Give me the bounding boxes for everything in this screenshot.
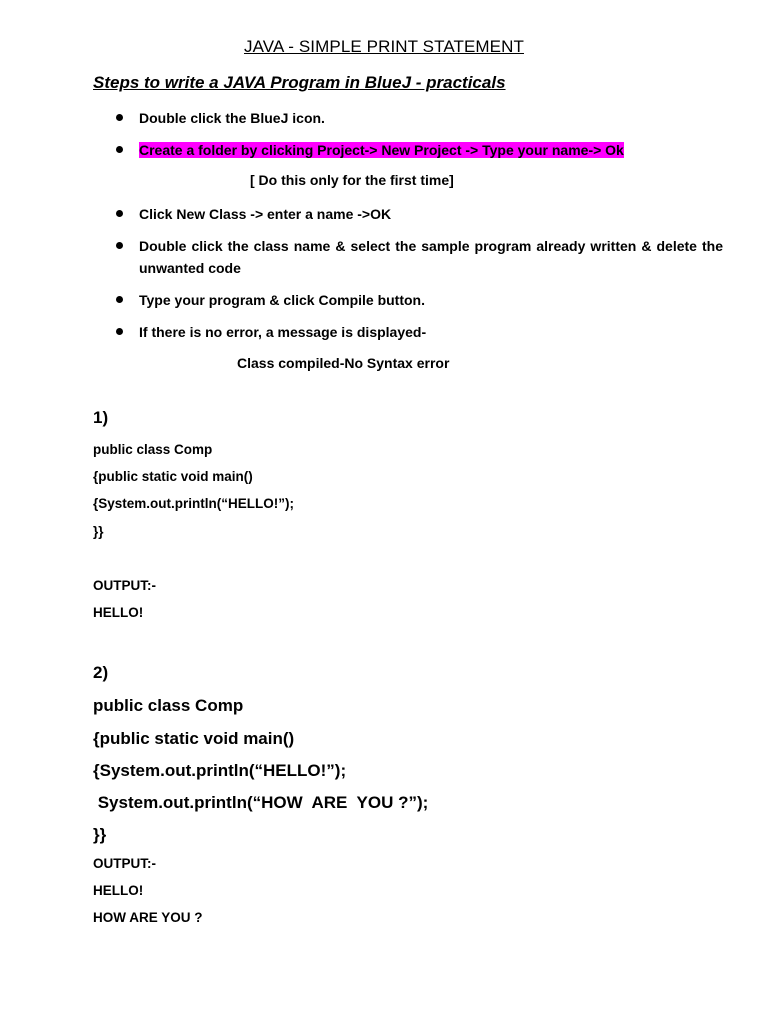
step-text: Double click the BlueJ icon. [139, 110, 325, 126]
step-text: If there is no error, a message is displayed- [139, 324, 427, 340]
output-line: HOW ARE YOU ? [93, 910, 203, 925]
example-1-number: 1) [93, 408, 109, 427]
code-line: {public static void main() [93, 469, 253, 484]
first-time-note: [ Do this only for the first time] [250, 172, 454, 188]
code-line: }} [93, 524, 104, 539]
bullet-icon [116, 328, 123, 335]
bullet-icon [116, 114, 123, 121]
bullet-icon [116, 242, 123, 249]
output-line: HELLO! [93, 883, 144, 898]
output-label: OUTPUT:- [93, 856, 156, 871]
step-text-highlighted: Create a folder by clicking Project-> New Project -> Type your name-> Ok [139, 142, 624, 158]
code-line: public class Comp [93, 442, 213, 457]
step-text: Click New Class -> enter a name ->OK [139, 206, 392, 222]
example-2-number: 2) [93, 663, 109, 682]
code-line: {System.out.println(“HELLO!”); [93, 496, 294, 511]
step-text: Type your program & click Compile button. [139, 292, 425, 308]
bullet-icon [116, 146, 123, 153]
code-line: {System.out.println(“HELLO!”); [93, 761, 347, 780]
output-label: OUTPUT:- [93, 578, 156, 593]
steps-heading: Steps to write a JAVA Program in BlueJ - practicals [93, 73, 506, 92]
bullet-icon [116, 210, 123, 217]
code-line: System.out.println(“HOW ARE YOU ?”); [93, 793, 429, 812]
compiled-message: Class compiled-No Syntax error [237, 355, 450, 371]
step-text: Double click the class name & select the sample program already written & delete the unwanted code [139, 238, 723, 276]
code-line: }} [93, 825, 107, 844]
output-line: HELLO! [93, 605, 144, 620]
page-title: JAVA - SIMPLE PRINT STATEMENT [244, 37, 524, 56]
bullet-icon [116, 296, 123, 303]
code-line: public class Comp [93, 696, 244, 715]
code-line: {public static void main() [93, 729, 295, 748]
